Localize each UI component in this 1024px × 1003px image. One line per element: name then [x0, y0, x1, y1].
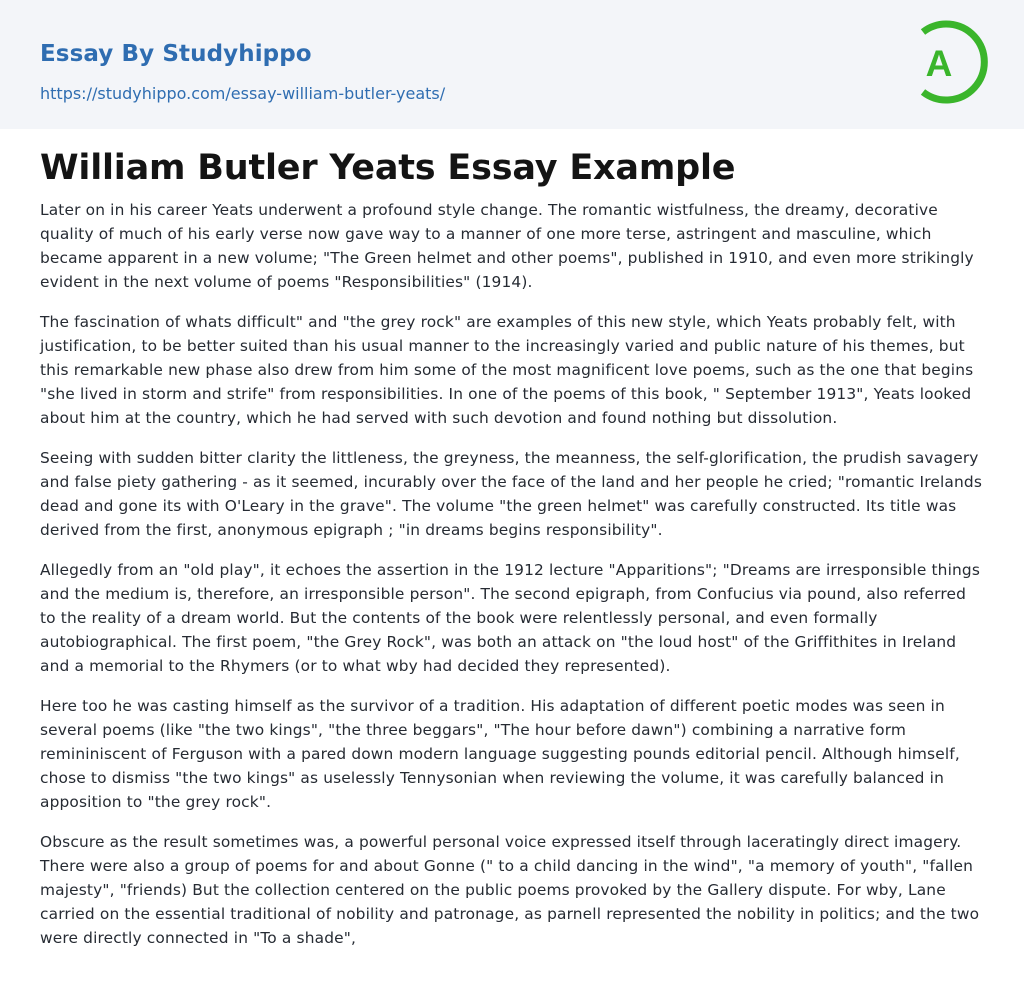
source-url-link[interactable]: https://studyhippo.com/essay-william-butler-yeats/: [40, 84, 446, 103]
site-title[interactable]: Essay By Studyhippo: [40, 41, 312, 67]
paragraph: The fascination of whats difficult" and "the grey rock" are examples of this new style, which Yeats probably felt, with justification, to be better suited than his usual manner to the increasingly varied and public nature of his themes, but this remarkable new phase also drew from him some of the most magnificent love poems, such as the one that begins "she lived in storm and strife" from responsibilities. In one of the poems of this book, " September 1913", Yeats looked about him at the country, which he had served with such devotion and found nothing but dissolution.: [40, 313, 974, 427]
paragraph: Here too he was casting himself as the survivor of a tradition. His adaptation of different poetic modes was seen in several poems (like "the two kings", "the three beggars", "The hour before dawn") combining a narrative form remininiscent of Ferguson with a pared down modern language suggesting pounds editorial pencil. Although himself, chose to dismiss "the two kings" as uselessly Tennysonian when reviewing the volume, it was carefully balanced in apposition to "the grey rock".: [40, 697, 960, 811]
article: [40, 145, 984, 966]
paragraph: Seeing with sudden bitter clarity the littleness, the greyness, the meanness, the self-glorification, the prudish savagery and false piety gathering - as it seemed, incurably over the face of the land and her people he cried; "romantic Irelands dead and gone its with O'Leary in the grave". The volume "the green helmet" was carefully constructed. Its title was derived from the first, anonymous epigraph ; "in dreams begins responsibility".: [40, 449, 983, 539]
studyhippo-logo-icon[interactable]: [908, 18, 988, 106]
site-header: [0, 0, 1024, 129]
page-title: William Butler Yeats Essay Example: [40, 148, 736, 188]
paragraph: Obscure as the result sometimes was, a powerful personal voice expressed itself through laceratingly direct imagery. There were also a group of poems for and about Gonne (" to a child dancing in the wind", "a memory of youth", "fallen majesty", "friends) But the collection centered on the public poems provoked by the Gallery dispute. For wby, Lane carried on the essential traditional of nobility and patronage, as parnell represented the nobility in politics; and the two were directly connected in "To a shade",: [40, 833, 980, 947]
logo-letter: A: [925, 43, 953, 84]
paragraph: Allegedly from an "old play", it echoes the assertion in the 1912 lecture "Apparitions"; "Dreams are irresponsible things and the medium is, therefore, an irresponsible person". The second epigraph, from Confucius via pound, also referred to the reality of a dream world. But the contents of the book were relentlessly personal, and even formally autobiographical. The first poem, "the Grey Rock", was both an attack on "the loud host" of the Griffithites in Ireland and a memorial to the Rhymers (or to what wby had decided they represented).: [40, 561, 981, 675]
paragraph: Later on in his career Yeats underwent a profound style change. The romantic wistfulness, the dreamy, decorative quality of much of his early verse now gave way to a manner of one more terse, astringent and masculine, which became apparent in a new volume; "The Green helmet and other poems", published in 1910, and even more strikingly evident in the next volume of poems "Responsibilities" (1914).: [40, 201, 974, 291]
